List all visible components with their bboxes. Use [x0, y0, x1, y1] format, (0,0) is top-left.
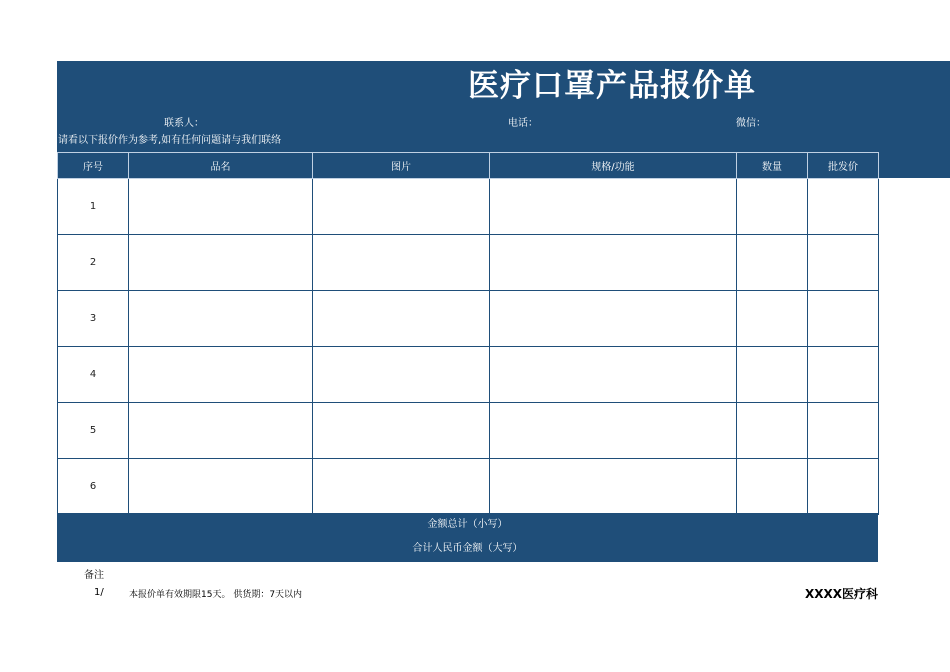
table-header-row	[58, 153, 879, 179]
cell-qty[interactable]	[737, 179, 808, 235]
table-row	[58, 403, 879, 459]
cell-name[interactable]	[129, 291, 313, 347]
total-rmb-label: 合计人民币金额（大写）	[412, 543, 523, 554]
cell-spec[interactable]	[490, 347, 737, 403]
table-row	[58, 347, 879, 403]
cell-spec[interactable]	[490, 179, 737, 235]
cell-no[interactable]: 3	[58, 291, 129, 347]
cell-no[interactable]: 4	[58, 347, 129, 403]
cell-name[interactable]	[129, 403, 313, 459]
table-row	[58, 291, 879, 347]
quotation-table	[57, 152, 879, 515]
phone-label: 电话：	[508, 118, 538, 129]
contact-label: 联系人：	[164, 118, 204, 129]
cell-qty[interactable]	[737, 459, 808, 515]
cell-no[interactable]: 1	[58, 179, 129, 235]
table-row	[58, 179, 879, 235]
header-note: 请看以下报价作为参考,如有任何问题请与我们联络	[58, 135, 282, 146]
wechat-label: 微信：	[736, 118, 766, 129]
cell-image[interactable]	[313, 291, 490, 347]
header-band-extension	[878, 152, 950, 178]
cell-no[interactable]: 6	[58, 459, 129, 515]
column-header-spec: 规格/功能	[490, 153, 737, 179]
cell-image[interactable]	[313, 459, 490, 515]
cell-price[interactable]	[808, 459, 879, 515]
company-name: XXXX医疗科	[804, 587, 878, 601]
terms-text: 本报价单有效期限15天。 供货期：7天以内	[129, 590, 303, 600]
header-band	[57, 61, 950, 152]
cell-name[interactable]	[129, 347, 313, 403]
cell-no[interactable]: 2	[58, 235, 129, 291]
column-header-price: 批发价	[808, 153, 879, 179]
column-header-no: 序号	[58, 153, 129, 179]
cell-name[interactable]	[129, 235, 313, 291]
cell-spec[interactable]	[490, 291, 737, 347]
cell-price[interactable]	[808, 347, 879, 403]
cell-no[interactable]: 5	[58, 403, 129, 459]
cell-price[interactable]	[808, 235, 879, 291]
page-title: 医疗口罩产品报价单	[468, 68, 756, 104]
cell-name[interactable]	[129, 459, 313, 515]
cell-image[interactable]	[313, 179, 490, 235]
cell-qty[interactable]	[737, 403, 808, 459]
cell-price[interactable]	[808, 403, 879, 459]
cell-qty[interactable]	[737, 291, 808, 347]
column-header-image: 图片	[313, 153, 490, 179]
cell-qty[interactable]	[737, 347, 808, 403]
table-row	[58, 235, 879, 291]
column-header-qty: 数量	[737, 153, 808, 179]
cell-image[interactable]	[313, 347, 490, 403]
cell-name[interactable]	[129, 179, 313, 235]
cell-price[interactable]	[808, 291, 879, 347]
remarks-label: 备注	[84, 570, 104, 581]
cell-spec[interactable]	[490, 459, 737, 515]
subtotal-label: 金额总计（小写）	[427, 519, 508, 530]
cell-image[interactable]	[313, 235, 490, 291]
column-header-name: 品名	[129, 153, 313, 179]
cell-qty[interactable]	[737, 235, 808, 291]
cell-spec[interactable]	[490, 403, 737, 459]
table-row	[58, 459, 879, 515]
cell-price[interactable]	[808, 179, 879, 235]
cell-spec[interactable]	[490, 235, 737, 291]
terms-item-number: 1/	[94, 587, 104, 598]
totals-band	[57, 513, 878, 562]
cell-image[interactable]	[313, 403, 490, 459]
